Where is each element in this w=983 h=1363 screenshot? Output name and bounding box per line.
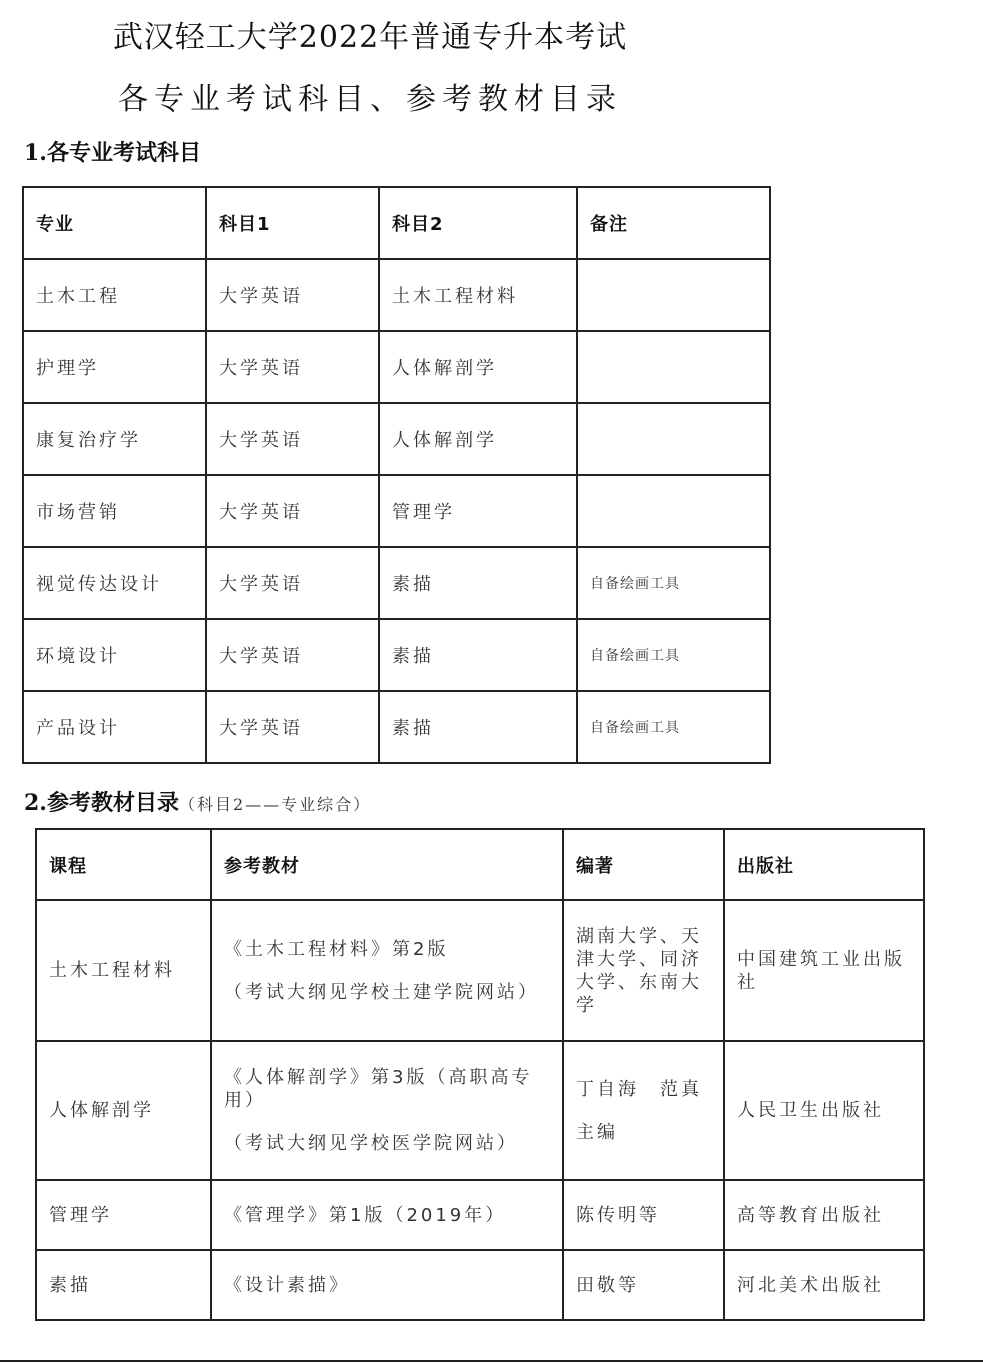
- column-header-subject2: 科目2: [379, 187, 577, 259]
- textbook-title: 《土木工程材料》第2版: [224, 938, 449, 960]
- column-header-note: 备注: [577, 187, 770, 259]
- cell-major: 产品设计: [23, 691, 206, 763]
- cell-major: 环境设计: [23, 619, 206, 691]
- column-header-course: 课程: [36, 829, 211, 900]
- exam-subjects-table: [22, 186, 771, 764]
- textbook-note: （考试大纲见学校医学院网站）: [224, 1133, 518, 1154]
- cell-note: [577, 475, 770, 547]
- cell-publisher: 河北美术出版社: [724, 1250, 924, 1320]
- table-row: [36, 900, 924, 1041]
- cell-note: 自备绘画工具: [577, 547, 770, 619]
- cell-subject1: 大学英语: [206, 691, 379, 763]
- cell-subject1: 大学英语: [206, 403, 379, 475]
- cell-textbook: 《管理学》第1版（2019年）: [211, 1180, 563, 1250]
- cell-author: [563, 1041, 724, 1180]
- table-row: [23, 403, 770, 475]
- cell-note: [577, 403, 770, 475]
- column-header-textbook: 参考教材: [211, 829, 563, 900]
- section1-heading: 1.各专业考试科目: [24, 140, 201, 166]
- cell-subject2: 管理学: [379, 475, 577, 547]
- cell-subject1: 大学英语: [206, 619, 379, 691]
- section2-heading: [24, 786, 371, 817]
- cell-course: 土木工程材料: [36, 900, 211, 1041]
- cell-textbook: 《设计素描》: [211, 1250, 563, 1320]
- cell-author: 陈传明等: [563, 1180, 724, 1250]
- cell-major: 视觉传达设计: [23, 547, 206, 619]
- cell-textbook: [211, 900, 563, 1041]
- column-header-author: 编著: [563, 829, 724, 900]
- reference-textbooks-table: [35, 828, 925, 1321]
- column-header-subject1: 科目1: [206, 187, 379, 259]
- cell-subject2: 素描: [379, 547, 577, 619]
- cell-subject1: 大学英语: [206, 475, 379, 547]
- author-names: 丁自海 范真: [576, 1078, 702, 1100]
- cell-subject2: 素描: [379, 691, 577, 763]
- cell-major: 市场营销: [23, 475, 206, 547]
- column-header-publisher: 出版社: [724, 829, 924, 900]
- section2-heading-text: 2.参考教材目录: [24, 790, 179, 816]
- cell-subject2: 素描: [379, 619, 577, 691]
- table-row: [23, 619, 770, 691]
- cell-publisher: 人民卫生出版社: [724, 1041, 924, 1180]
- cell-major: 土木工程: [23, 259, 206, 331]
- cell-subject1: 大学英语: [206, 259, 379, 331]
- cell-publisher: 中国建筑工业出版社: [724, 900, 924, 1041]
- cell-course: 管理学: [36, 1180, 211, 1250]
- cell-major: 康复治疗学: [23, 403, 206, 475]
- cell-publisher: 高等教育出版社: [724, 1180, 924, 1250]
- author-role: 主编: [576, 1121, 618, 1143]
- section2-subheading: （科目2——专业综合）: [178, 795, 372, 814]
- cell-subject2: 人体解剖学: [379, 403, 577, 475]
- cell-note: [577, 331, 770, 403]
- cell-note: 自备绘画工具: [577, 619, 770, 691]
- cell-subject1: 大学英语: [206, 547, 379, 619]
- table-row: [36, 1041, 924, 1180]
- cell-subject2: 人体解剖学: [379, 331, 577, 403]
- cell-author: 湖南大学、天津大学、同济大学、东南大学: [563, 900, 724, 1041]
- cell-subject1: 大学英语: [206, 331, 379, 403]
- cell-major: 护理学: [23, 331, 206, 403]
- table-row: [23, 475, 770, 547]
- page-bottom-divider: [0, 1360, 983, 1362]
- textbook-title: 《人体解剖学》第3版（高职高专用）: [224, 1067, 533, 1111]
- table-header-row: [36, 829, 924, 900]
- document-title-line2: 各专业考试科目、参考教材目录: [118, 82, 622, 117]
- textbook-note: （考试大纲见学校土建学院网站）: [224, 981, 539, 1003]
- table-row: [23, 691, 770, 763]
- cell-author: 田敬等: [563, 1250, 724, 1320]
- cell-subject2: 土木工程材料: [379, 259, 577, 331]
- table-row: [36, 1180, 924, 1250]
- cell-course: 人体解剖学: [36, 1041, 211, 1180]
- table-row: [23, 547, 770, 619]
- column-header-major: 专业: [23, 187, 206, 259]
- cell-note: 自备绘画工具: [577, 691, 770, 763]
- table-row: [23, 259, 770, 331]
- cell-note: [577, 259, 770, 331]
- cell-textbook: [211, 1041, 563, 1180]
- document-title-line1: 武汉轻工大学2022年普通专升本考试: [112, 20, 628, 55]
- table-row: [36, 1250, 924, 1320]
- table-header-row: [23, 187, 770, 259]
- table-row: [23, 331, 770, 403]
- cell-course: 素描: [36, 1250, 211, 1320]
